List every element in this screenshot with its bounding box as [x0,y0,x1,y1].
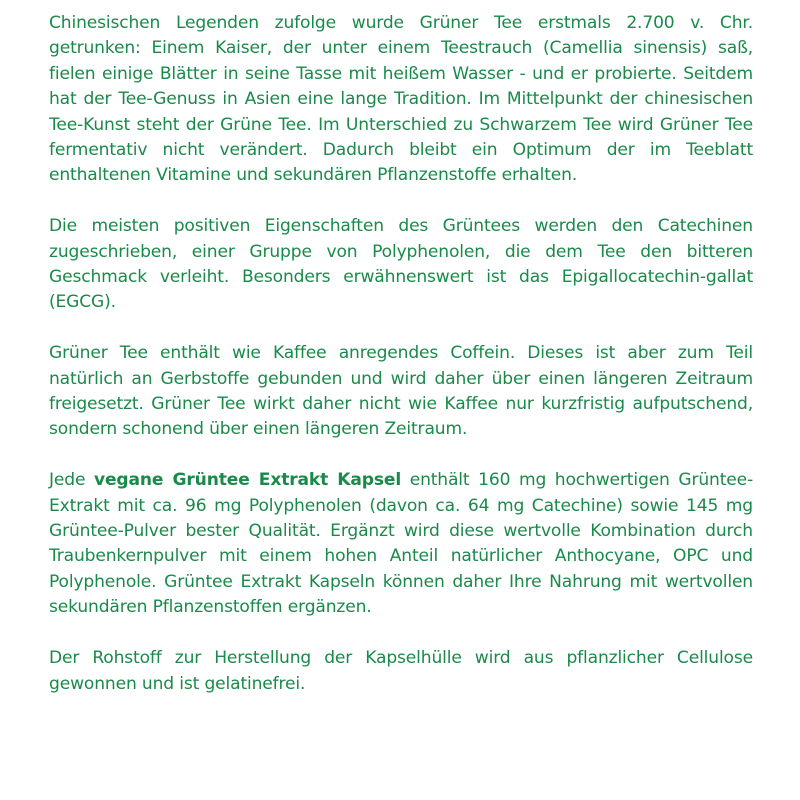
paragraph-caffeine: Grüner Tee enthält wie Kaffee anregendes Coffein. Dieses ist aber zum Teil natürlich an Gerbstoffe gebunden und wird daher über einen längeren Zeitraum freigesetzt. Grüner Tee wirkt daher nicht wie Kaffee nur kurzfristig aufputschend, sondern schonend über einen längeren Zeitraum. [49,343,753,440]
paragraph-history: Chinesischen Legenden zufolge wurde Grüner Tee erstmals 2.700 v. Chr. getrunken: Einem Kaiser, der unter einem Teestrauch (Camellia sinensis) saß, fielen einige Blätter in seine Tasse mit heißem Wasser - und er probierte. Seitdem hat der Tee-Genuss in Asien eine lange Tradition. Im Mittelpunkt der chinesischen Tee-Kunst steht der Grüne Tee. Im Unterschied zu Schwarzem Tee wird Grüner Tee fermentativ nicht verändert. Dadurch bleibt ein Optimum der im Teeblatt enthaltenen Vitamine und sekundären Pflanzenstoffe erhalten. [49,13,753,186]
paragraph-catechins: Die meisten positiven Eigenschaften des Grüntees werden den Catechinen zugeschrieben, einer Gruppe von Polyphenolen, die dem Tee den bitteren Geschmack verleiht. Besonders erwähnenswert ist das Epigallocatechin-gallat (EGCG). [49,216,753,313]
paragraph-capsule-shell: Der Rohstoff zur Herstellung der Kapselhülle wird aus pflanzlicher Cellulose gewonnen und ist gelatinefrei. [49,648,753,694]
capsule-details-text: enthält 160 mg hochwertigen Grüntee-Extrakt mit ca. 96 mg Polyphenolen (davon ca. 64 mg Catechine) sowie 145 mg Grüntee-Pulver bester Qualität. Ergänzt wird diese wertvolle Kombination durch Traubenkernpulver mit einem hohen Anteil natürlicher Anthocyane, OPC und Polyphenole. Grüntee Extrakt Kapseln können daher Ihre Nahrung mit wertvollen sekundären Pflanzenstoffen ergänzen. [49,470,754,618]
product-name-highlight: vegane Grüntee Extrakt Kapsel [93,470,402,491]
capsule-intro-text: Jede [49,470,94,491]
product-description [49,11,753,697]
paragraph-capsule-contents [49,468,753,620]
